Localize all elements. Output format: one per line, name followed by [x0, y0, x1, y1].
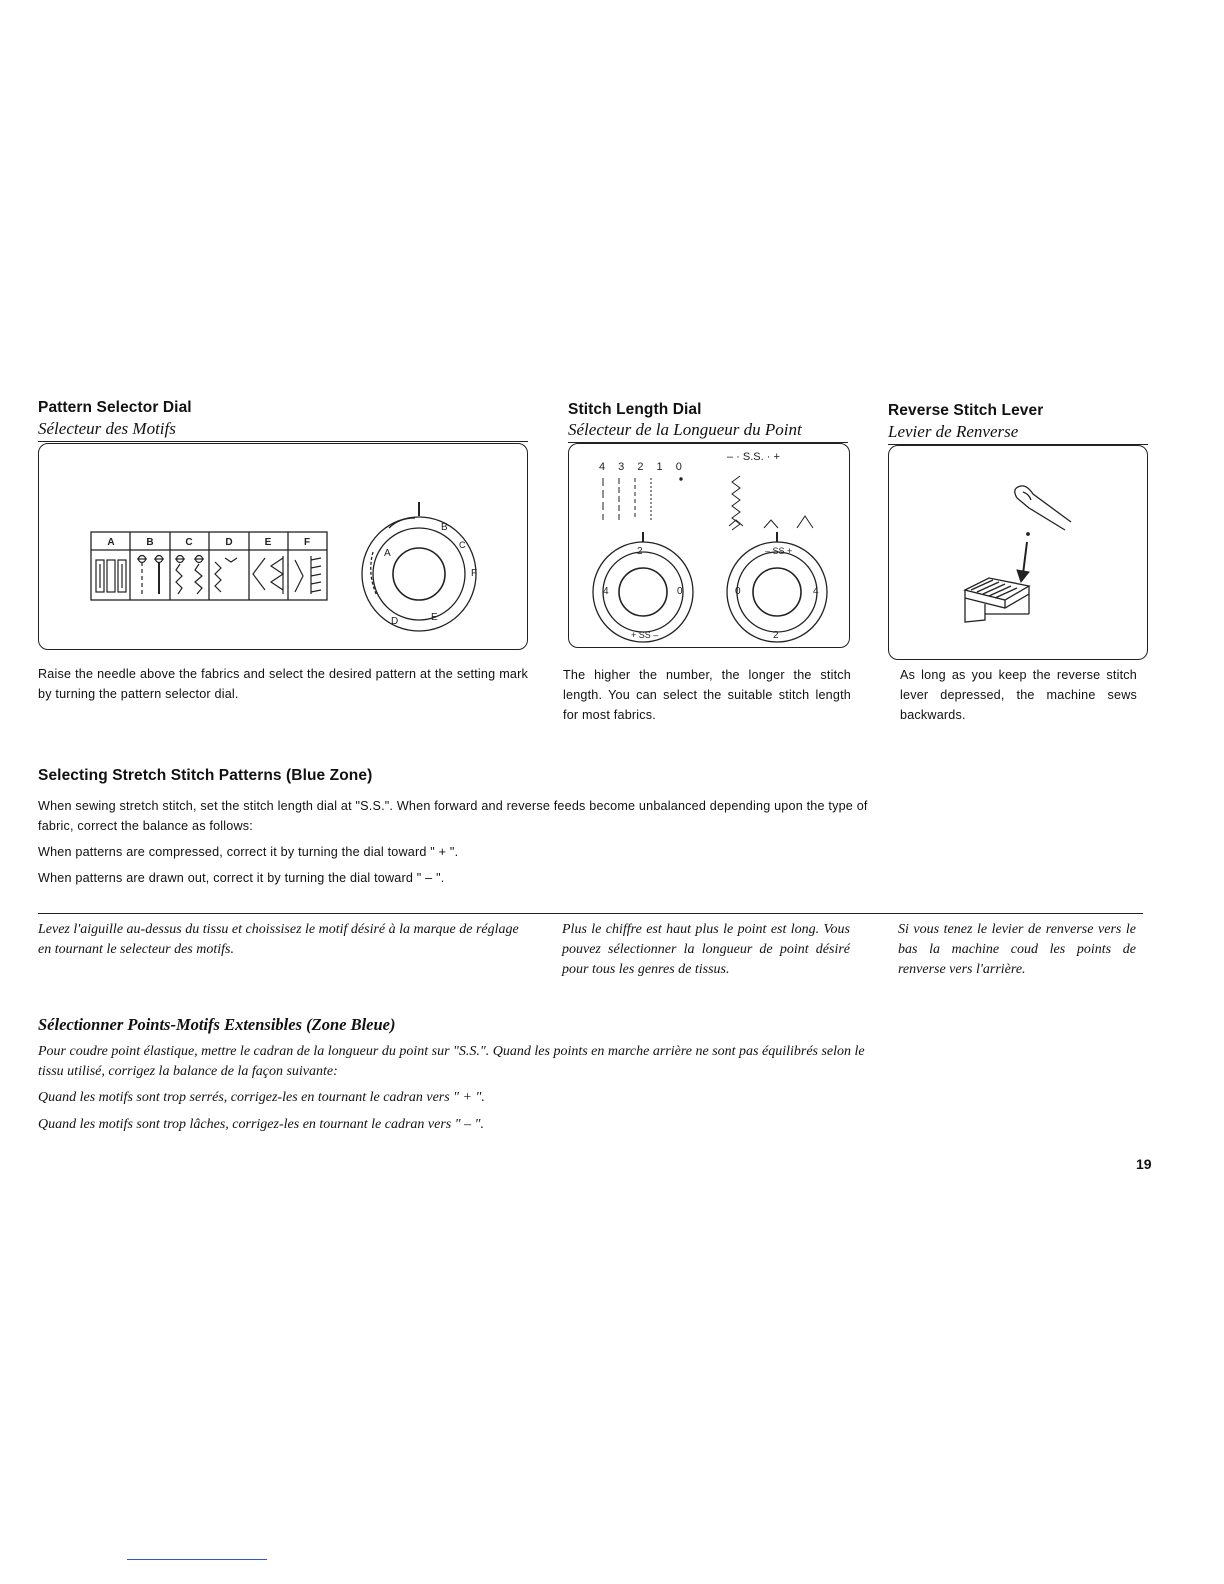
- zigzag-stitch-icon: [175, 556, 204, 595]
- stitch-length-description-fr: Plus le chiffre est haut plus le point est long. Vous pouvez sélectionner la longueur de point désiré pour tous les genres de tissus.: [562, 922, 850, 977]
- buttonhole-stitch-icon: [96, 560, 126, 592]
- svg-text:C: C: [459, 540, 466, 550]
- stretch-dial-icon: [727, 532, 827, 642]
- svg-text:F: F: [471, 568, 478, 579]
- svg-text:2: 2: [637, 546, 643, 557]
- finger-icon: [1015, 486, 1071, 530]
- svg-text:D: D: [391, 616, 399, 627]
- svg-text:A: A: [384, 548, 391, 559]
- pattern-selector-title: Pattern Selector Dial: [38, 399, 192, 416]
- column-label-a: A: [107, 537, 115, 548]
- column-label-b: B: [146, 537, 154, 548]
- stretch-heading-fr: Sélectionner Points-Motifs Extensibles (Zone Bleue): [38, 1015, 396, 1034]
- stitch-length-description: The higher the number, the longer the stitch length. You can select the suitable stitch length for most fabrics.: [563, 668, 851, 722]
- stretch-paragraph-1: When sewing stretch stitch, set the stitch length dial at "S.S.". When forward and reverse feeds become unbalanced depending upon the type of fabric, correct the balance as follows:: [38, 799, 868, 833]
- stretch-paragraph-2: When patterns are compressed, correct it by turning the dial toward " + ".: [38, 845, 459, 859]
- svg-text:– SS +: – SS +: [765, 546, 793, 556]
- pattern-selector-illustration: [39, 444, 527, 649]
- pattern-selector-description-fr: Levez l'aiguille au-dessus du tissu et choissisez le motif désiré à la marque de réglage en tournant le selecteur des motifs.: [38, 922, 519, 957]
- svg-text:4: 4: [813, 586, 819, 597]
- stretch-paragraph-3-fr: Quand les motifs sont trop lâches, corrigez-les en tournant le cadran vers " – ".: [38, 1117, 484, 1132]
- triangle-stitch-icon: [253, 556, 283, 594]
- svg-text:+ SS –: + SS –: [631, 630, 659, 640]
- chevron-stitch-icon: [215, 558, 237, 592]
- stitch-length-samples-icon: [603, 476, 813, 530]
- reverse-lever-illustration: [889, 446, 1147, 659]
- stitch-length-title: Stitch Length Dial: [568, 401, 702, 418]
- pattern-selector-underline: [38, 441, 528, 442]
- stretch-paragraph-3: When patterns are drawn out, correct it by turning the dial toward " – ".: [38, 871, 445, 885]
- svg-text:0: 0: [677, 586, 683, 597]
- footer-line: [127, 1559, 267, 1560]
- reverse-lever-figure: [888, 445, 1148, 660]
- page-number: 19: [1136, 1156, 1152, 1172]
- reverse-lever-title-fr: Levier de Renverse: [888, 422, 1019, 441]
- reverse-lever-description-fr: Si vous tenez le levier de renverse vers le bas la machine coud les points de renverse vers l'arrière.: [898, 922, 1136, 977]
- french-section-divider: [38, 913, 1143, 914]
- reverse-lever-title: Reverse Stitch Lever: [888, 402, 1044, 419]
- length-scale-label: 4 3 2 1 0: [599, 461, 687, 473]
- column-label-f: F: [303, 537, 311, 548]
- reverse-lever-icon: [965, 578, 1029, 622]
- length-dial-icon: [593, 532, 693, 642]
- column-label-d: D: [225, 537, 233, 548]
- arrow-down-icon: [1017, 533, 1029, 582]
- column-label-c: C: [185, 537, 193, 548]
- pattern-selector-description: Raise the needle above the fabrics and select the desired pattern at the setting mark by turning the pattern selector dial.: [38, 667, 528, 701]
- straight-stitch-icon: [137, 556, 164, 595]
- comb-stitch-icon: [295, 556, 321, 594]
- stretch-scale-label: – · S.S. · +: [727, 451, 780, 463]
- stitch-length-figure: [568, 443, 850, 648]
- pattern-selector-figure: [38, 443, 528, 650]
- svg-text:4: 4: [603, 586, 609, 597]
- svg-text:E: E: [431, 612, 438, 623]
- stitch-length-title-fr: Sélecteur de la Longueur du Point: [568, 420, 802, 439]
- pattern-dial-icon: [362, 502, 477, 631]
- column-label-e: E: [264, 537, 272, 548]
- reverse-lever-description: As long as you keep the reverse stitch lever depressed, the machine sews backwards.: [900, 668, 1137, 722]
- stretch-paragraph-1-fr: Pour coudre point élastique, mettre le cadran de la longueur du point sur "S.S.". Quand les points en marche arrière ne sont pas équilibrés selon le tissu utilisé, corrigez la balance de la façon suivante:: [38, 1044, 865, 1079]
- svg-text:B: B: [441, 522, 448, 533]
- stitch-length-illustration: [569, 444, 849, 647]
- svg-text:0: 0: [735, 586, 741, 597]
- stretch-paragraph-2-fr: Quand les motifs sont trop serrés, corrigez-les en tournant le cadran vers " + ".: [38, 1090, 485, 1105]
- svg-text:2: 2: [773, 630, 779, 641]
- stretch-heading: Selecting Stretch Stitch Patterns (Blue Zone): [38, 767, 373, 784]
- pattern-selector-title-fr: Sélecteur des Motifs: [38, 419, 176, 438]
